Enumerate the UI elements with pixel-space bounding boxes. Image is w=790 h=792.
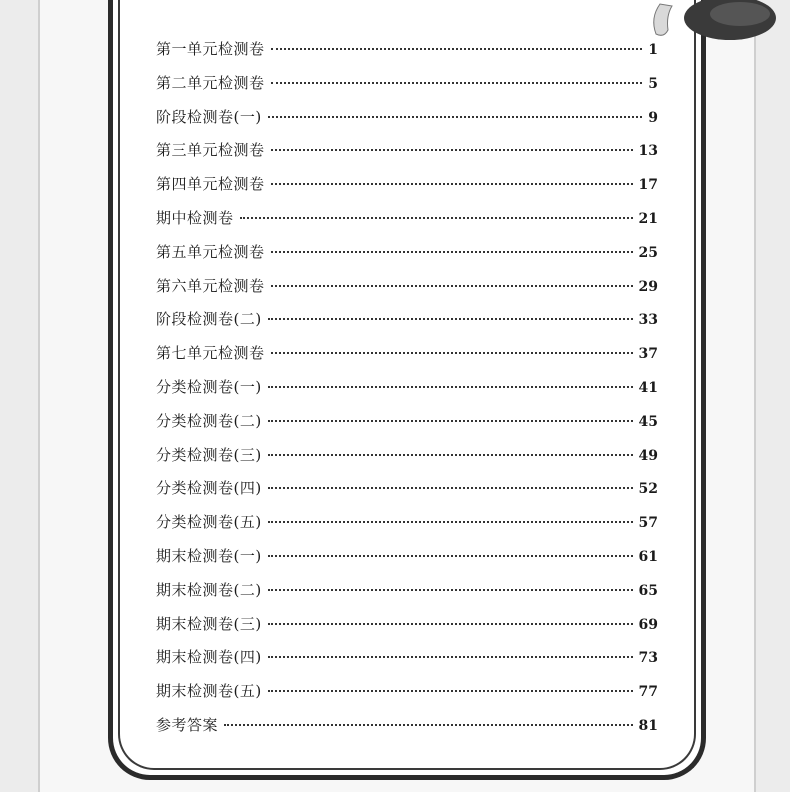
toc-leader-dots — [268, 420, 633, 422]
toc-entry-page-number: 41 — [638, 379, 658, 396]
table-of-contents — [156, 38, 658, 748]
toc-entry-title: 阶段检测卷(二) — [156, 310, 262, 329]
toc-entry-title: 第二单元检测卷 — [156, 73, 265, 92]
toc-leader-dots — [268, 386, 633, 388]
toc-entry-title: 参考答案 — [156, 715, 219, 734]
toc-entry-page-number: 9 — [648, 109, 658, 126]
toc-entry[interactable] — [156, 511, 658, 545]
toc-entry-page-number: 65 — [638, 582, 658, 599]
toc-entry[interactable] — [156, 410, 658, 444]
toc-entry[interactable] — [156, 545, 658, 579]
toc-entry-title: 第三单元检测卷 — [156, 141, 265, 160]
toc-entry[interactable] — [156, 444, 658, 478]
toc-entry-title: 期末检测卷(四) — [156, 648, 262, 667]
toc-entry-page-number: 17 — [638, 177, 658, 194]
toc-entry-title: 第四单元检测卷 — [156, 175, 265, 194]
toc-entry-page-number: 49 — [638, 447, 658, 464]
toc-entry-page-number: 57 — [638, 515, 658, 532]
toc-leader-dots — [271, 285, 633, 287]
toc-entry[interactable] — [156, 72, 658, 106]
toc-leader-dots — [268, 589, 633, 591]
toc-entry-page-number: 1 — [648, 42, 658, 58]
toc-entry-page-number: 81 — [638, 717, 658, 734]
toc-entry[interactable] — [156, 241, 658, 275]
toc-entry-page-number: 25 — [638, 244, 658, 261]
toc-entry[interactable] — [156, 342, 658, 376]
toc-leader-dots — [268, 487, 633, 489]
toc-leader-dots — [268, 656, 633, 658]
toc-entry[interactable] — [156, 376, 658, 410]
toc-entry[interactable] — [156, 714, 658, 748]
toc-entry[interactable] — [156, 173, 658, 207]
toc-entry-page-number: 29 — [638, 278, 658, 295]
toc-entry[interactable] — [156, 579, 658, 613]
toc-entry-page-number: 33 — [638, 312, 658, 329]
toc-leader-dots — [240, 217, 633, 219]
toc-entry[interactable] — [156, 308, 658, 342]
toc-entry-page-number: 52 — [638, 481, 658, 498]
toc-entry-title: 分类检测卷(四) — [156, 479, 262, 498]
toc-entry[interactable] — [156, 38, 658, 72]
toc-entry-title: 第一单元检测卷 — [156, 40, 265, 58]
toc-entry-page-number: 45 — [638, 413, 658, 430]
toc-entry-page-number: 73 — [638, 650, 658, 667]
toc-leader-dots — [268, 521, 633, 523]
toc-entry[interactable] — [156, 613, 658, 647]
toc-leader-dots — [268, 555, 633, 557]
toc-entry-page-number: 13 — [638, 143, 658, 160]
toc-leader-dots — [268, 623, 633, 625]
toc-entry-page-number: 61 — [638, 548, 658, 565]
toc-entry[interactable] — [156, 139, 658, 173]
toc-leader-dots — [271, 352, 633, 354]
toc-entry-title: 第五单元检测卷 — [156, 242, 265, 261]
toc-leader-dots — [271, 183, 633, 185]
toc-entry-title: 分类检测卷(五) — [156, 513, 262, 532]
toc-entry-title: 分类检测卷(三) — [156, 445, 262, 464]
toc-leader-dots — [268, 318, 633, 320]
toc-entry[interactable] — [156, 106, 658, 140]
toc-entry-title: 阶段检测卷(一) — [156, 107, 262, 126]
toc-entry-title: 期末检测卷(二) — [156, 580, 262, 599]
toc-entry-page-number: 77 — [638, 684, 658, 701]
toc-entry-page-number: 69 — [638, 616, 658, 633]
toc-entry-title: 期末检测卷(五) — [156, 682, 262, 701]
toc-entry[interactable] — [156, 275, 658, 309]
toc-entry[interactable] — [156, 477, 658, 511]
toc-entry-title: 期末检测卷(三) — [156, 614, 262, 633]
toc-entry-title: 期末检测卷(一) — [156, 546, 262, 565]
toc-leader-dots — [271, 149, 633, 151]
toc-entry[interactable] — [156, 207, 658, 241]
toc-entry-title: 分类检测卷(一) — [156, 377, 262, 396]
toc-entry-page-number: 37 — [638, 346, 658, 363]
toc-entry-title: 第七单元检测卷 — [156, 344, 265, 363]
toc-entry[interactable] — [156, 646, 658, 680]
toc-entry-page-number: 5 — [648, 75, 658, 92]
toc-entry-title: 第六单元检测卷 — [156, 276, 265, 295]
toc-entry-title: 期中检测卷 — [156, 208, 234, 227]
toc-entry[interactable] — [156, 680, 658, 714]
toc-leader-dots — [268, 116, 643, 118]
toc-leader-dots — [268, 690, 633, 692]
toc-leader-dots — [271, 82, 643, 84]
toc-entry-page-number: 21 — [638, 210, 658, 227]
toc-leader-dots — [268, 454, 633, 456]
toc-leader-dots — [224, 724, 633, 726]
toc-entry-title: 分类检测卷(二) — [156, 411, 262, 430]
toc-leader-dots — [271, 48, 643, 50]
toc-leader-dots — [271, 251, 633, 253]
